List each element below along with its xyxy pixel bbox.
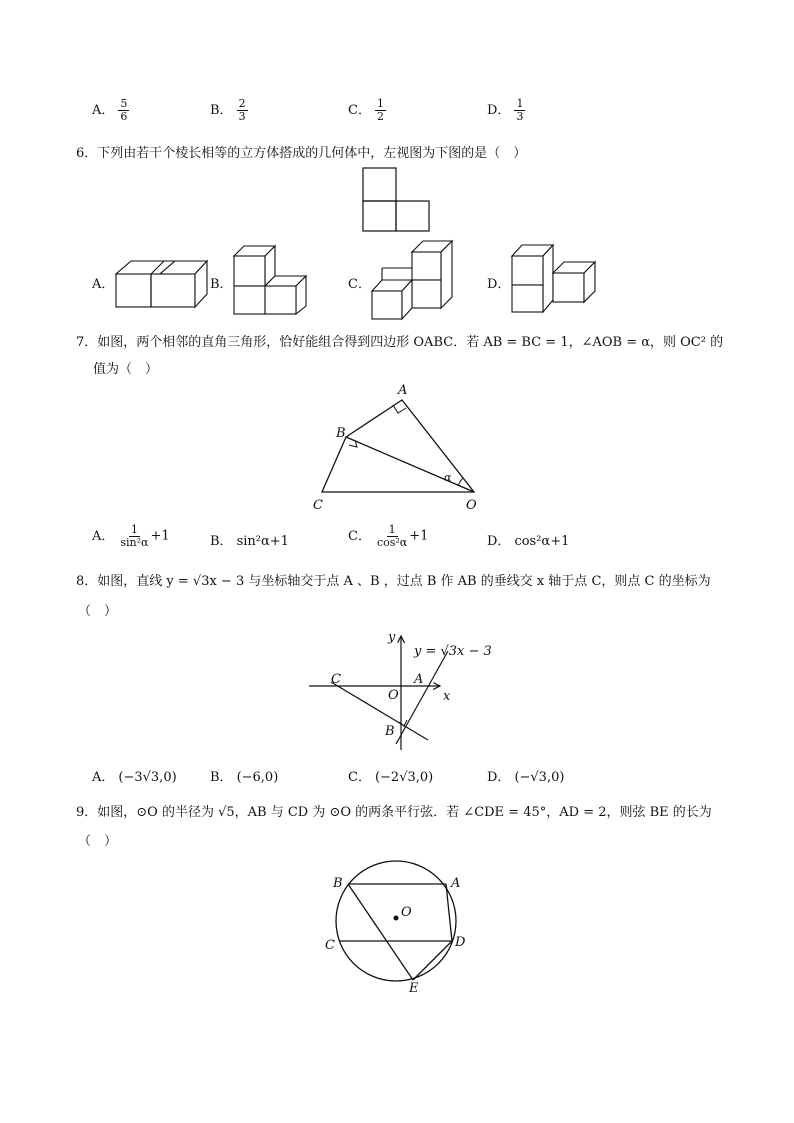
q8-option-c[interactable]: C． (−2√3,0) — [348, 770, 434, 785]
q5-option-a[interactable]: A． $\frac{5}{6}$ — [92, 97, 128, 123]
q8-stem-line1: 8．如图，直线 y = √3x − 3 与坐标轴交于点 A 、B ，过点 B 作 AB 的垂线交 x 轴于点 C，则点 C 的坐标为 — [76, 574, 711, 589]
q5-option-c[interactable]: C． $\frac{1}{2}$ — [348, 97, 384, 123]
q9-label-c: C — [325, 938, 335, 953]
q8-label-x: x — [443, 689, 451, 704]
q8-label-b: B — [385, 724, 395, 739]
q8-label-o: O — [388, 688, 399, 703]
q5-option-b[interactable]: B． $\frac{2}{3}$ — [210, 97, 246, 123]
q6-stem: 6．下列由若干个棱长相等的立方体搭成的几何体中，左视图为下图的是（ ） — [76, 146, 527, 161]
q8-option-d[interactable]: D． (−√3,0) — [487, 770, 565, 785]
q7-label-c: C — [313, 498, 323, 513]
q5-option-d[interactable]: D． $\frac{1}{3}$ — [487, 97, 524, 123]
q9-label-d: D — [455, 935, 466, 950]
q8-option-a[interactable]: A． (−3√3,0) — [92, 770, 177, 785]
q7-label-o: O — [466, 498, 477, 513]
q8-label-line: y = √3x − 3 — [414, 644, 492, 659]
q7-option-d[interactable]: D． cos²α+1 — [487, 534, 570, 549]
q8-label-a: A — [414, 672, 424, 687]
q8-stem-line2: （ ） — [78, 604, 118, 619]
q7-stem-line2: 值为（ ） — [93, 362, 159, 377]
q8-label-y: y — [388, 630, 396, 645]
q7-option-a[interactable]: A． $\frac{1}{\text{sin²α}}$ +1 — [92, 523, 170, 549]
q9-stem-line1: 9．如图，⊙O 的半径为 √5，AB 与 CD 为 ⊙O 的两条平行弦．若 ∠CDE = 45°，AD = 2，则弦 BE 的长为 — [76, 805, 712, 820]
q7-stem-line1: 7．如图，两个相邻的直角三角形，恰好能组合得到四边形 OABC．若 AB = BC = 1，∠AOB = α，则 OC² 的 — [76, 335, 724, 350]
q8-label-c: C — [331, 672, 341, 687]
q8-option-b[interactable]: B． (−6,0) — [210, 770, 279, 785]
q6-option-d[interactable]: D． — [487, 277, 511, 292]
q7-label-a: A — [398, 383, 408, 398]
q9-stem-line2: （ ） — [78, 834, 118, 849]
q9-label-e: E — [409, 981, 419, 996]
q9-label-a: A — [451, 876, 461, 891]
q7-option-c[interactable]: C． $\frac{1}{\text{cos²α}}$ +1 — [348, 523, 429, 549]
q9-label-o: O — [401, 905, 412, 920]
q9-label-b: B — [333, 876, 343, 891]
q6-option-b[interactable]: B． — [210, 277, 233, 292]
q7-label-b: B — [336, 426, 346, 441]
q6-option-c[interactable]: C． — [348, 277, 371, 292]
q6-option-a[interactable]: A． — [92, 277, 115, 292]
q7-option-b[interactable]: B． sin²α+1 — [210, 534, 289, 549]
q7-label-alpha: α — [444, 471, 452, 484]
